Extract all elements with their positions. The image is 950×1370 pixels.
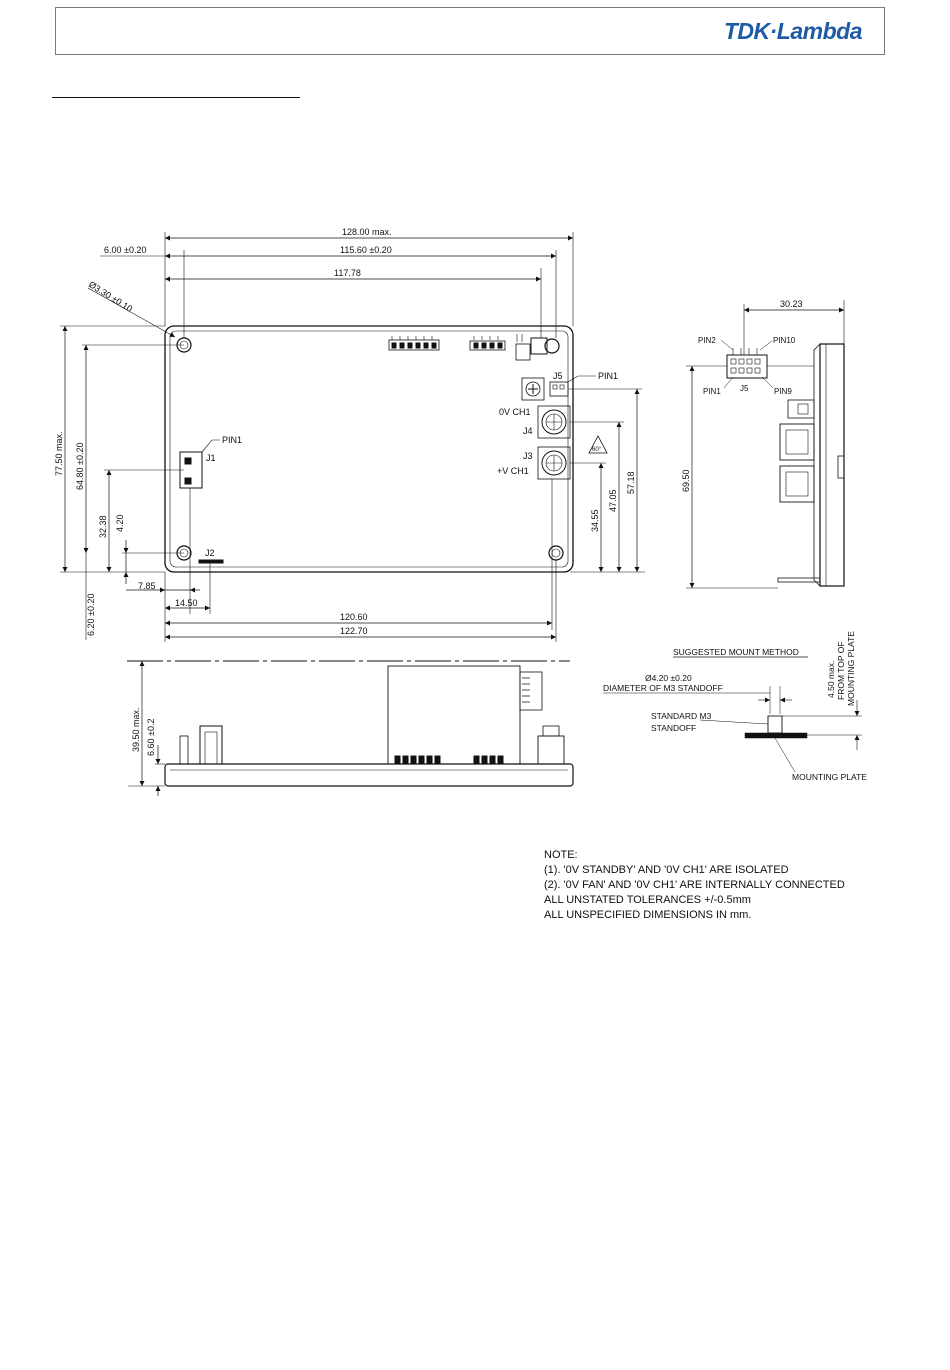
dim-hole-edge-offset: 6.00 ±0.20 (104, 245, 147, 255)
label-j5-pin: PIN1 (598, 371, 619, 381)
label-j4: J4 (523, 426, 533, 436)
dim-j1-y: 32.38 (98, 515, 108, 538)
mount-title: SUGGESTED MOUNT METHOD (673, 647, 799, 657)
label-ch1-v: +V CH1 (497, 466, 529, 476)
label-j5: J5 (553, 371, 563, 381)
board-outline (165, 326, 573, 572)
label-j2: J2 (205, 548, 215, 558)
tdk-lambda-logo: TDK·Lambda (723, 18, 862, 44)
mount-standoff-1: STANDARD M3 (651, 711, 712, 721)
dim-j5-y: 57.18 (626, 471, 636, 494)
notes-block (544, 848, 845, 923)
label-pin1: PIN1 (703, 387, 721, 396)
label-j3: J3 (523, 451, 533, 461)
dim-hole-pitch-x: 115.60 ±0.20 (340, 245, 392, 255)
label-warning: 60° (592, 447, 602, 453)
notes-title: NOTE: (544, 849, 578, 861)
j5-header (727, 355, 767, 378)
mount-detail (603, 657, 862, 772)
mounting-hole-br (549, 546, 563, 560)
dim-j2-y: 4.20 (115, 514, 125, 532)
dim-hole-diameter: Ø3.30 ±0.10 (86, 279, 135, 314)
label-pin10: PIN10 (773, 336, 796, 345)
mount-plate (745, 733, 807, 738)
mount-max-1: 4.50 max. (826, 660, 836, 698)
dim-front-height: 39.50 max. (131, 707, 141, 752)
standoff (768, 716, 782, 733)
dim-front-plate: 6.60 ±0.2 (146, 718, 156, 756)
mount-hole: Ø4.20 ±0.20 (645, 673, 692, 683)
note-line: (2). '0V FAN' AND '0V CH1' ARE INTERNALLY CONNECTED (544, 879, 845, 891)
dim-connector-offset: 117.78 (334, 268, 361, 278)
dim-j3-y: 34.55 (590, 509, 600, 532)
mount-hole-desc: DIAMETER OF M3 STANDOFF (603, 683, 723, 693)
label-ch1-0v: 0V CH1 (499, 407, 531, 417)
label-j1-pin: PIN1 (222, 435, 243, 445)
dim-j3-x: 120.60 (340, 612, 368, 622)
dim-side-height: 30.23 (780, 299, 803, 309)
note-line: ALL UNSPECIFIED DIMENSIONS IN mm. (544, 909, 752, 921)
dim-side-depth: 69.50 (681, 469, 691, 492)
note-line: (1). '0V STANDBY' AND '0V CH1' ARE ISOLATED (544, 864, 789, 876)
label-j5-side: J5 (740, 384, 749, 393)
label-pin9: PIN9 (774, 387, 792, 396)
mount-standoff-2: STANDOFF (651, 723, 697, 733)
dim-hole-pitch-y: 64.80 ±0.20 (75, 442, 85, 490)
label-pin2: PIN2 (698, 336, 716, 345)
mount-plate-label: MOUNTING PLATE (792, 772, 867, 782)
base-plate (165, 764, 573, 786)
dim-j1-x: 14.50 (175, 598, 198, 608)
mount-max-3: MOUNTING PLATE (846, 631, 856, 706)
label-j1: J1 (206, 453, 216, 463)
j2-connector (199, 560, 223, 563)
dim-hole-bottom-offset: 6.20 ±0.20 (86, 593, 96, 636)
note-line: ALL UNSTATED TOLERANCES +/-0.5mm (544, 894, 751, 906)
dim-overall-length: 128.00 max. (342, 227, 392, 237)
dim-overall-width: 77.50 max. (54, 431, 64, 476)
dim-j2-x: 7.85 (138, 581, 156, 591)
front-view (127, 661, 573, 796)
dim-j4-x: 122.70 (340, 626, 368, 636)
side-plate (820, 344, 844, 586)
dim-j4-y: 47.05 (608, 489, 618, 512)
mount-max-2: FROM TOP OF (836, 641, 846, 700)
